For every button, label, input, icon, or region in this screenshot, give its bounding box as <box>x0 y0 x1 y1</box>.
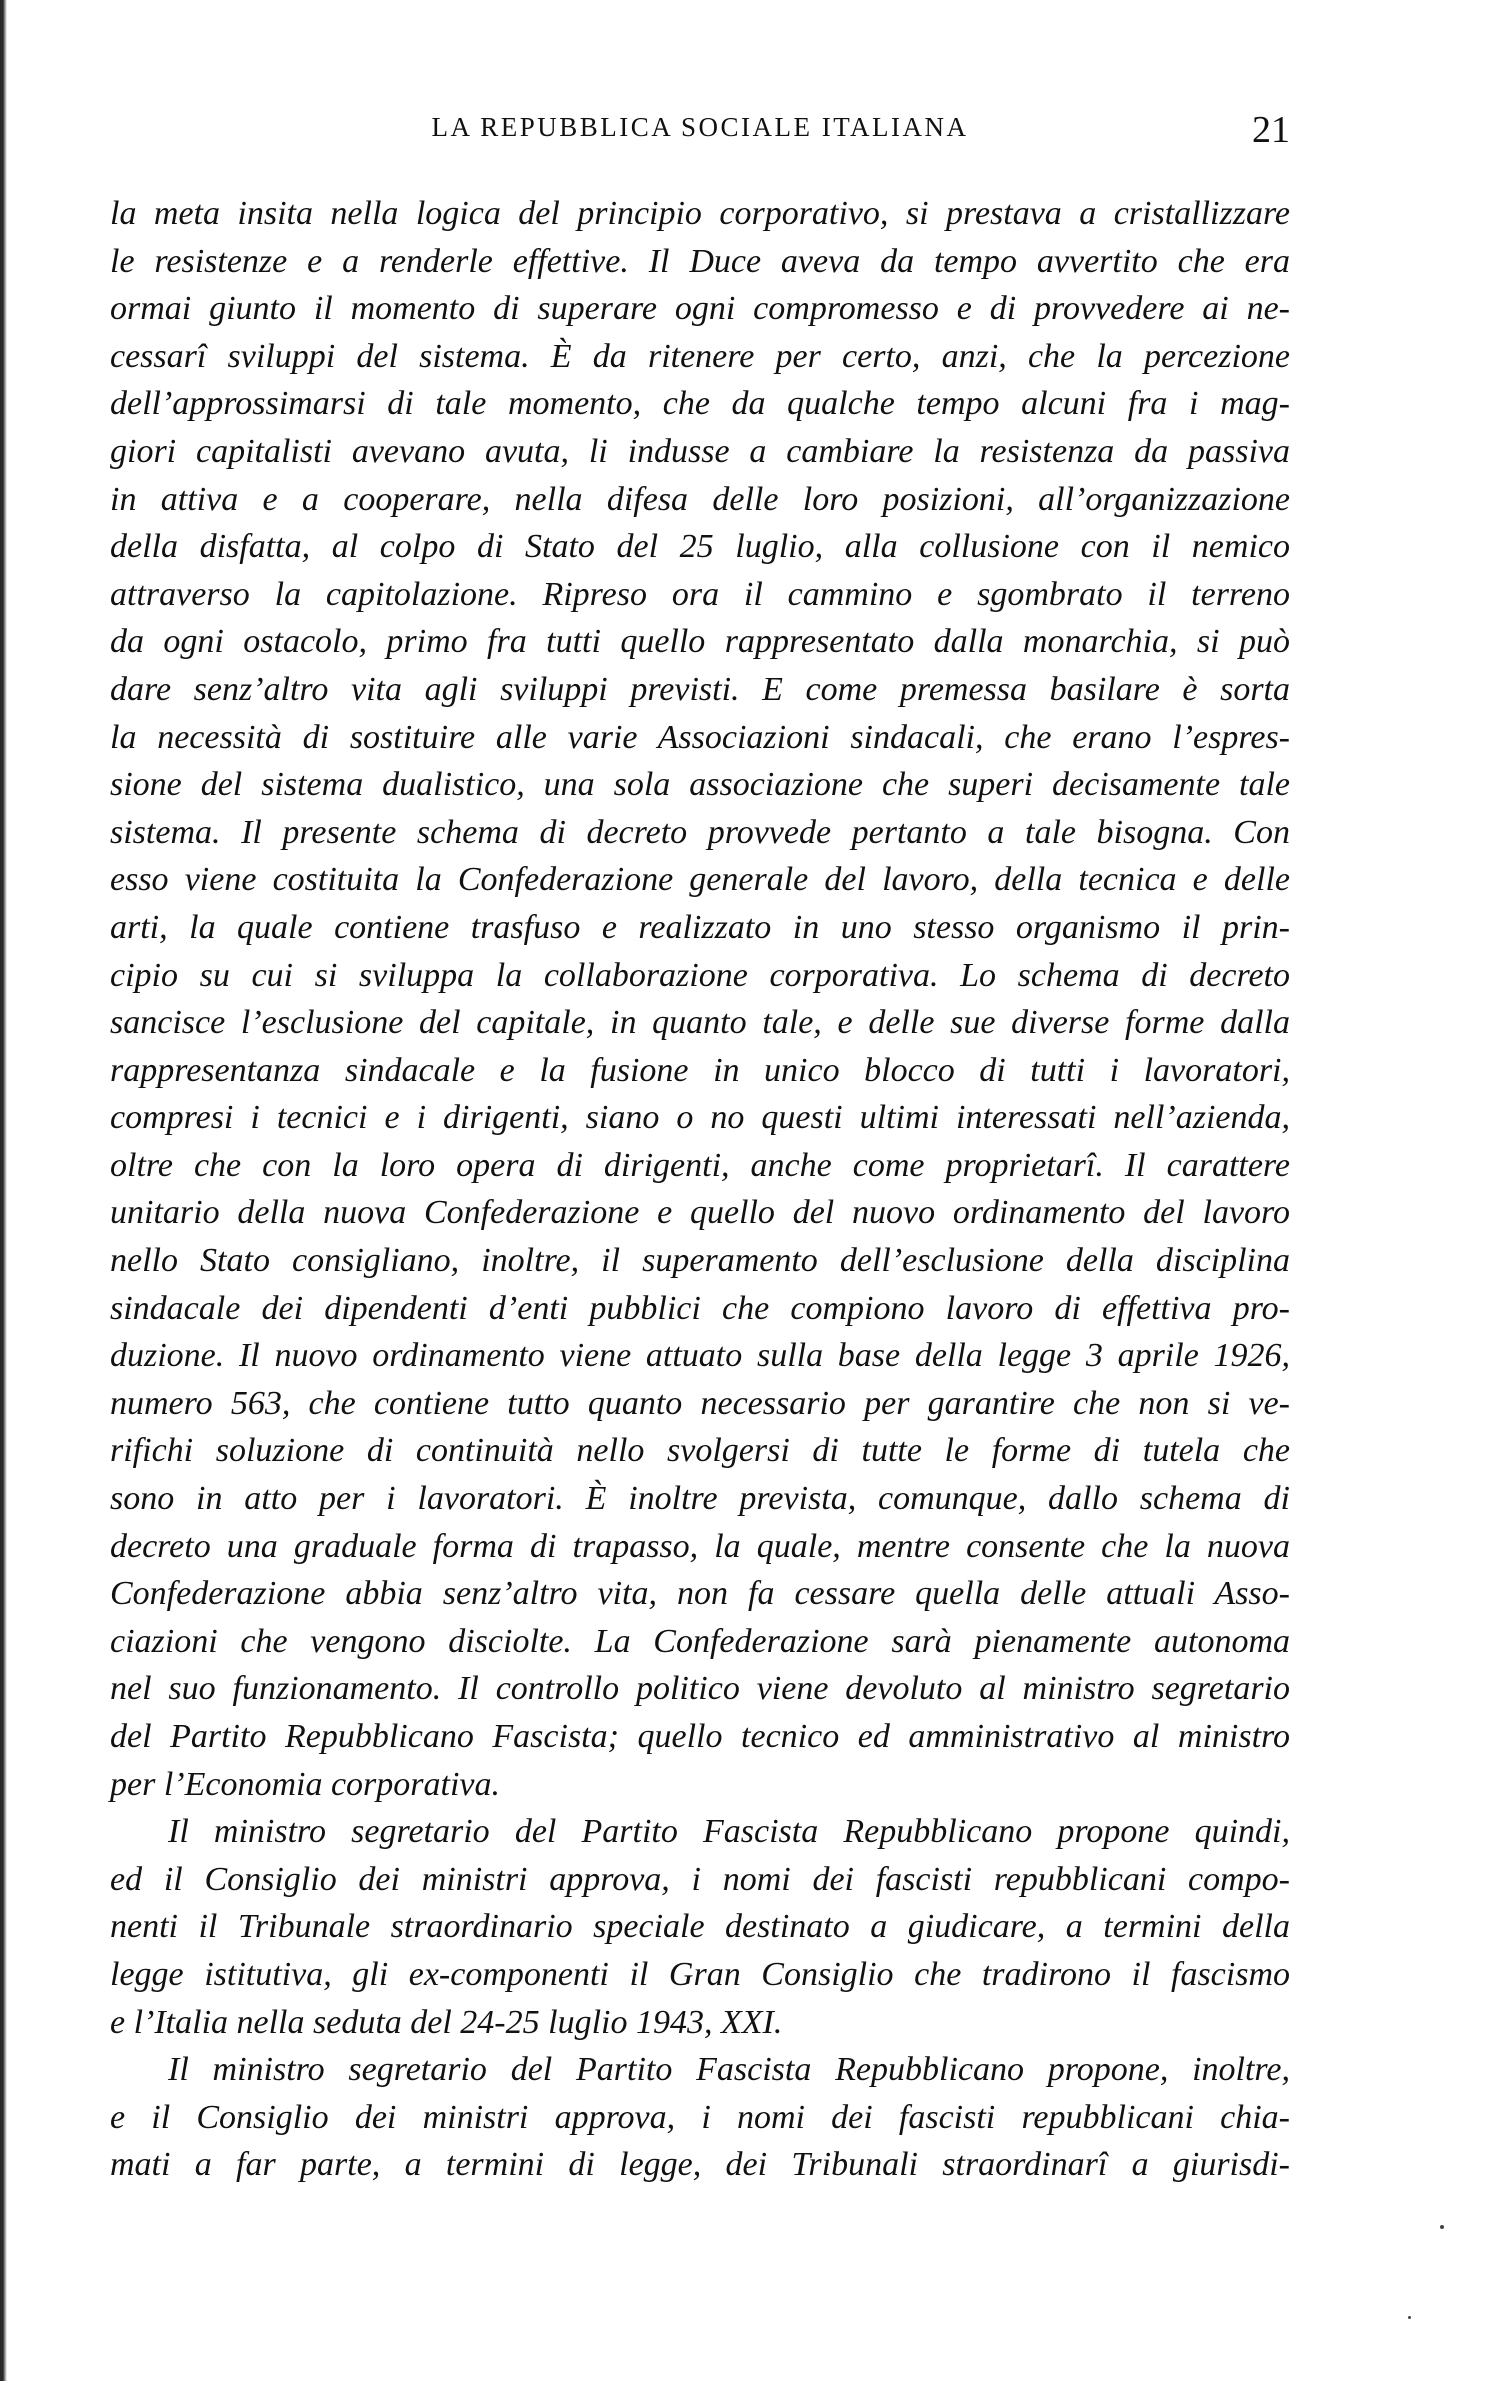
text-line: esso viene costituita la Confederazione generale del lavoro, della tecnica e delle <box>110 861 1290 899</box>
text-line: oltre che con la loro opera di dirigenti, anche come proprietarî. Il carattere <box>110 1146 1290 1184</box>
text-line: del Partito Repubblicano Fascista; quello tecnico ed amministrativo al ministro <box>110 1718 1290 1755</box>
text-line: sindacale dei dipendenti d’enti pubblici che compiono lavoro di effettiva pro- <box>110 1289 1290 1327</box>
text-line: nello Stato consigliano, inoltre, il superamento dell’esclusione della disciplina <box>110 1242 1290 1280</box>
text-line: ed il Consiglio dei ministri approva, i nomi dei fascisti repubblicani compo- <box>110 1860 1290 1898</box>
text-line: da ogni ostacolo, primo fra tutti quello rappresentato dalla monarchia, si può <box>110 623 1290 661</box>
text-line: nel suo funzionamento. Il controllo politico viene devoluto al ministro segretario <box>110 1670 1290 1708</box>
scan-speck <box>1408 2316 1411 2319</box>
text-line: e il Consiglio dei ministri approva, i nomi dei fascisti repubblicani chia- <box>110 2098 1290 2136</box>
paragraph-end-line: per l’Economia corporativa. <box>110 1765 500 1803</box>
text-line: ormai giunto il momento di superare ogni compromesso e di provvedere ai ne- <box>110 290 1290 328</box>
text-line: in attiva e a cooperare, nella difesa delle loro posizioni, all’organizzazione <box>110 480 1290 518</box>
text-line: cessarî sviluppi del sistema. È da ritenere per certo, anzi, che la percezione <box>110 337 1290 375</box>
running-title: LA REPUBBLICA SOCIALE ITALIANA <box>431 112 969 142</box>
text-line: la meta insita nella logica del principio corporativo, si prestava a cristallizzare <box>110 195 1290 232</box>
body-text <box>110 190 1290 2189</box>
paragraph-first-line: Il ministro segretario del Partito Fascista Repubblicano propone, inoltre, <box>168 2051 1290 2089</box>
text-line: arti, la quale contiene trasfuso e realizzato in uno stesso organismo il prin- <box>110 908 1290 946</box>
text-line: rappresentanza sindacale e la fusione in unico blocco di tutti i lavoratori, <box>110 1051 1290 1089</box>
text-line: sono in atto per i lavoratori. È inoltre prevista, comunque, dallo schema di <box>110 1480 1290 1518</box>
text-line: dell’approssimarsi di tale momento, che da qualche tempo alcuni fra i mag- <box>110 385 1290 423</box>
text-line: attraverso la capitolazione. Ripreso ora il cammino e sgombrato il terreno <box>110 575 1290 613</box>
paragraph-end-line: e l’Italia nella seduta del 24-25 luglio 1943, XXI. <box>110 2003 783 2041</box>
text-line: decreto una graduale forma di trapasso, la quale, mentre consente che la nuova <box>110 1527 1290 1565</box>
text-line: della disfatta, al colpo di Stato del 25 luglio, alla collusione con il nemico <box>110 528 1290 566</box>
page-header <box>110 109 1290 162</box>
text-line: sistema. Il presente schema di decreto provvede pertanto a tale bisogna. Con <box>110 813 1290 851</box>
text-line: legge istitutiva, gli ex-componenti il Gran Consiglio che tradirono il fascismo <box>110 1955 1290 1993</box>
page-edge-shadow <box>0 0 7 2381</box>
text-line: unitario della nuova Confederazione e quello del nuovo ordinamento del lavoro <box>110 1194 1290 1232</box>
text-line: dare senz’altro vita agli sviluppi previsti. E come premessa basilare è sorta <box>110 670 1290 708</box>
text-line: mati a far parte, a termini di legge, dei Tribunali straordinarî a giurisdi- <box>110 2146 1290 2184</box>
text-line: la necessità di sostituire alle varie Associazioni sindacali, che erano l’espres- <box>110 718 1290 756</box>
text-line: nenti il Tribunale straordinario speciale destinato a giudicare, a termini della <box>110 1908 1290 1946</box>
text-line: rifichi soluzione di continuità nello svolgersi di tutte le forme di tutela che <box>110 1432 1290 1470</box>
text-line: numero 563, che contiene tutto quanto necessario per garantire che non si ve- <box>110 1384 1290 1422</box>
text-line: Confederazione abbia senz’altro vita, non fa cessare quella delle attuali Asso- <box>110 1575 1290 1613</box>
text-line: sione del sistema dualistico, una sola associazione che superi decisamente tale <box>110 766 1290 804</box>
text-line: cipio su cui si sviluppa la collaborazione corporativa. Lo schema di decreto <box>110 956 1290 994</box>
page-number: 21 <box>1252 109 1290 151</box>
text-line: compresi i tecnici e i dirigenti, siano o no questi ultimi interessati nell’azienda, <box>110 1099 1290 1137</box>
text-line: duzione. Il nuovo ordinamento viene attuato sulla base della legge 3 aprile 1926, <box>110 1337 1290 1375</box>
text-line: sancisce l’esclusione del capitale, in quanto tale, e delle sue diverse forme dalla <box>110 1004 1290 1042</box>
text-line: ciazioni che vengono disciolte. La Confederazione sarà pienamente autonoma <box>110 1622 1290 1660</box>
text-line: le resistenze e a renderle effettive. Il Duce aveva da tempo avvertito che era <box>110 242 1290 280</box>
scan-speck <box>1440 2225 1444 2229</box>
paragraph-first-line: Il ministro segretario del Partito Fascista Repubblicano propone quindi, <box>168 1813 1290 1851</box>
text-line: giori capitalisti avevano avuta, li indusse a cambiare la resistenza da passiva <box>110 432 1290 470</box>
